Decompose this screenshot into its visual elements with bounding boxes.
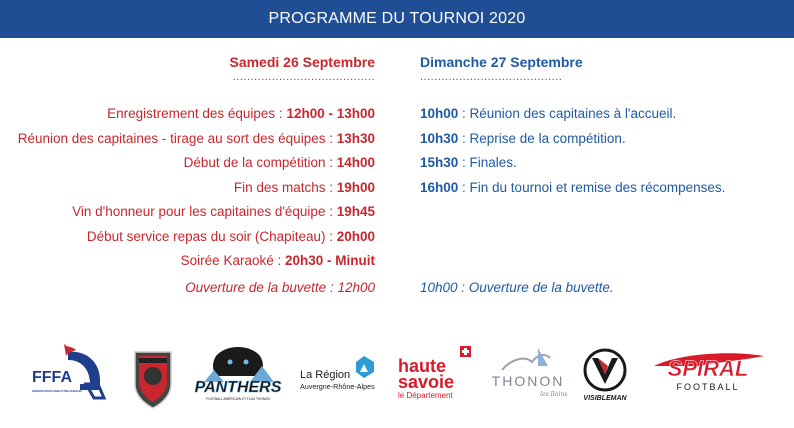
item-label: Soirée Karaoké : (180, 253, 285, 268)
club-shield-logo (131, 340, 175, 410)
saturday-item (0, 176, 375, 201)
item-label: : Fin du tournoi et remise des récompenses. (458, 179, 726, 195)
item-label: Fin des matchs : (233, 179, 337, 195)
region-line1: La Région (300, 369, 351, 381)
sunday-column (420, 52, 780, 200)
item-time: 20h30 - Minuit (284, 253, 375, 268)
region-line2: Auvergne-Rhône-Alpes (300, 382, 375, 391)
item-label: Début de la compétition : (183, 155, 337, 170)
item-time: 10h30 (420, 130, 459, 146)
spiral-sub: FOOTBALL (676, 382, 740, 392)
saturday-item (0, 102, 375, 127)
saturday-item (0, 225, 375, 250)
saturday-title: Samedi 26 Septembre (229, 54, 375, 70)
item-time: 14h00 (336, 155, 375, 170)
thonon-text: THONON (491, 373, 565, 389)
panthers-text: PANTHERS (194, 379, 282, 396)
item-time: 13h30 (336, 130, 375, 146)
visibleman-logo (578, 340, 632, 410)
header-banner (0, 0, 794, 38)
saturday-divider: ........................................ (232, 72, 375, 83)
thonon-sub: les Bains (540, 391, 568, 398)
sunday-item (420, 176, 780, 201)
haute-savoie-logo (396, 340, 476, 410)
sunday-item (420, 127, 780, 152)
item-time: 15h30 (420, 155, 459, 170)
hs-line3: le Département (398, 391, 453, 400)
item-time: 19h45 (336, 204, 375, 219)
sunday-title: Dimanche 27 Septembre (420, 54, 583, 70)
saturday-item (0, 151, 375, 176)
spiral-text: SPIRAL (667, 356, 749, 381)
page-title: PROGRAMME DU TOURNOI 2020 (268, 10, 526, 27)
item-label: : Réunion des capitaines à l'accueil. (458, 106, 677, 121)
fffa-sub: FÉDÉRATION FRANÇAISE FOOTBALL AMÉRICAIN (32, 389, 83, 393)
sunday-item (420, 102, 780, 127)
spiral-football-logo (648, 340, 768, 410)
item-time: 20h00 (336, 228, 375, 244)
sponsor-logos (0, 340, 794, 410)
fffa-logo (28, 340, 108, 410)
visibleman-text: VISIBLEMAN (583, 395, 627, 402)
panthers-sub: FOOTBALL AMÉRICAIN ET FLAG THONON (206, 397, 270, 401)
item-label: Début service repas du soir (Chapiteau) : (86, 228, 337, 244)
saturday-item (0, 200, 375, 225)
item-time: 10h00 (420, 106, 459, 121)
item-label: Réunion des capitaines - tirage au sort des équipes : (17, 130, 337, 146)
hs-line2: savoie (398, 372, 455, 392)
fffa-text: FFFA (32, 369, 72, 386)
item-label: : Finales. (458, 155, 517, 170)
item-time: 16h00 (420, 179, 459, 195)
thonon-logo (488, 340, 568, 410)
item-label: : Reprise de la compétition. (458, 130, 626, 146)
saturday-column (0, 52, 375, 274)
sunday-divider: ........................................ (420, 72, 563, 83)
panthers-logo (190, 340, 286, 410)
region-logo (298, 340, 382, 410)
hs-line1: haute (398, 356, 447, 376)
item-label: Vin d'honneur pour les capitaines d'équipe : (72, 204, 337, 219)
item-time: 12h00 - 13h00 (286, 106, 375, 121)
sunday-item (420, 151, 780, 176)
item-label: Enregistrement des équipes : (107, 106, 287, 121)
item-time: 19h00 (336, 179, 375, 195)
saturday-buvette: Ouverture de la buvette : 12h00 (185, 280, 375, 295)
saturday-item (0, 127, 375, 152)
sunday-buvette: 10h00 : Ouverture de la buvette. (420, 280, 614, 295)
saturday-item (0, 249, 375, 274)
